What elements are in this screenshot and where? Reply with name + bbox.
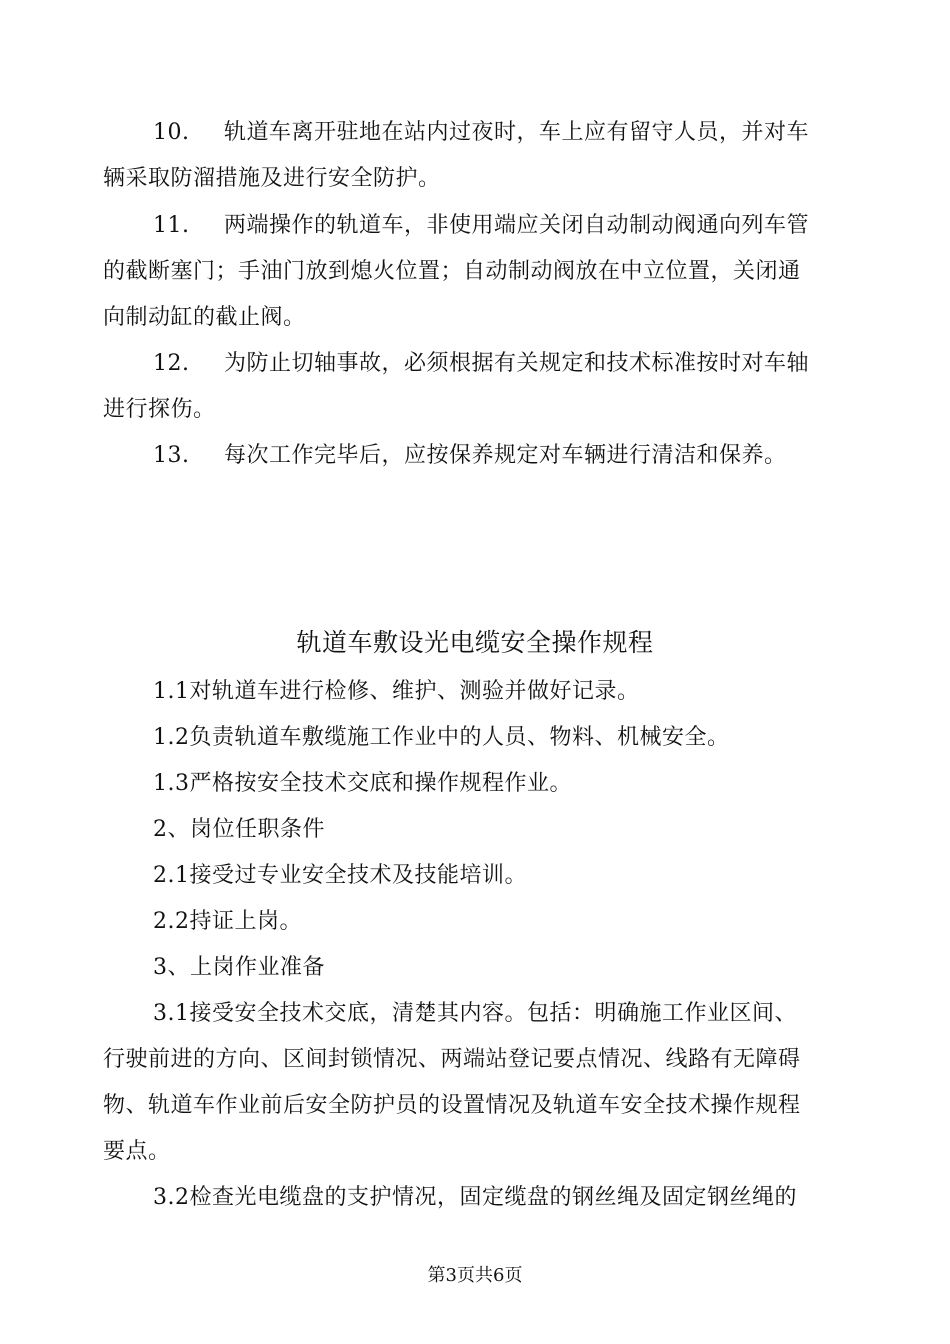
section-title: 轨道车敷设光电缆安全操作规程 — [296, 628, 654, 657]
item-10-text: 轨道车离开驻地在站内过夜时，车上应有留守人员，并对车 — [224, 120, 810, 145]
item-11-text-cont-1: 的截断塞门；手油门放到熄火位置；自动制动阀放在中立位置，关闭通 — [103, 259, 801, 284]
page-footer: 第3页共6页 — [427, 1265, 523, 1286]
body-text-3-1a: 3.1接受安全技术交底，清楚其内容。包括：明确施工作业区间、 — [153, 1001, 797, 1026]
body-text-3-1c: 物、轨道车作业前后安全防护员的设置情况及轨道车安全技术操作规程 — [103, 1093, 801, 1118]
body-text-2-2: 2.2持证上岗。 — [153, 909, 302, 934]
body-text-3-2: 3.2检查光电缆盘的支护情况，固定缆盘的钢丝绳及固定钢丝绳的 — [153, 1185, 797, 1210]
item-10-text-cont: 辆采取防溜措施及进行安全防护。 — [103, 166, 441, 191]
body-text-3-1d: 要点。 — [103, 1139, 171, 1164]
body-text-2-1: 2.1接受过专业安全技术及技能培训。 — [153, 863, 527, 888]
item-10-number: 10. — [153, 120, 190, 145]
heading-3-text: 3、上岗作业准备 — [153, 955, 325, 980]
item-12-number: 12. — [153, 351, 190, 376]
item-12-text-cont: 进行探伤。 — [103, 397, 216, 422]
item-13-text: 每次工作完毕后，应按保养规定对车辆进行清洁和保养。 — [224, 443, 787, 468]
body-text-3-1b: 行驶前进的方向、区间封锁情况、两端站登记要点情况、线路有无障碍 — [103, 1047, 801, 1072]
item-11-text: 两端操作的轨道车，非使用端应关闭自动制动阀通向列车管 — [224, 213, 810, 238]
heading-2-text: 2、岗位任职条件 — [153, 817, 325, 842]
item-12-text: 为防止切轴事故，必须根据有关规定和技术标准按时对车轴 — [224, 351, 810, 376]
body-text-1-1: 1.1对轨道车进行检修、维护、测验并做好记录。 — [153, 679, 640, 704]
item-13-number: 13. — [153, 443, 190, 468]
body-text-1-3: 1.3严格按安全技术交底和操作规程作业。 — [153, 771, 572, 796]
item-11-number: 11. — [153, 213, 190, 238]
body-text-1-2: 1.2负责轨道车敷缆施工作业中的人员、物料、机械安全。 — [153, 725, 730, 750]
item-11-text-cont-2: 向制动缸的截止阀。 — [103, 305, 306, 330]
